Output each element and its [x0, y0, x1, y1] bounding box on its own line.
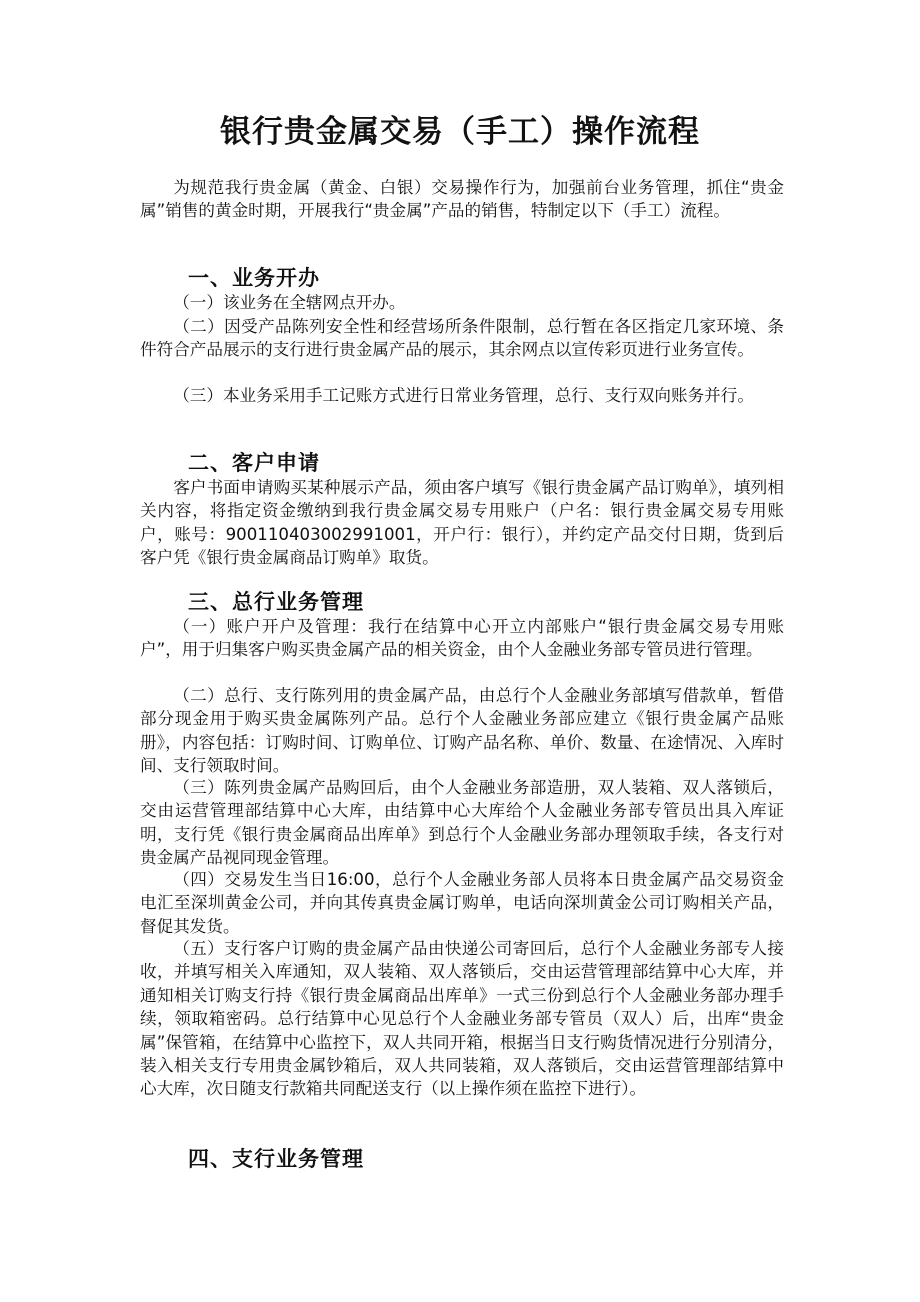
section-1-paragraph-1: （一）该业务在全辖网点开办。 — [173, 293, 406, 312]
section-heading-business-opening: 一、业务开办 — [188, 266, 320, 290]
document-title: 银行贵金属交易（手工）操作流程 — [220, 114, 700, 150]
section-heading-customer-application: 二、客户申请 — [188, 451, 320, 475]
section-heading-head-office-management: 三、总行业务管理 — [188, 590, 364, 614]
section-3-paragraph-4: （四）交易发生当日16:00，总行个人金融业务部人员将本日贵金属产品交易资金电汇至深圳黄金公司，并向其传真贵金属订购单，电话向深圳黄金公司订购相关产品，督促其发货。 — [140, 870, 784, 936]
section-3-paragraph-1: （一）账户开户及管理：我行在结算中心开立内部账户“银行贵金属交易专用账户”，用于归集客户购买贵金属产品的相关资金，由个人金融业务部专管员进行管理。 — [140, 617, 784, 660]
section-3-paragraph-5: （五）支行客户订购的贵金属产品由快递公司寄回后，总行个人金融业务部专人接收，并填写相关入库通知，双人装箱、双人落锁后，交由运营管理部结算中心大库，并通知相关订购支行持《银行贵金属商品出库单》一式三份到总行个人金融业务部办理手续，领取箱密码。总行结算中心见总行个人金融业务部专管员（双人）后，出库“贵金属”保管箱，在结算中心监控下，双人共同开箱，根据当日支行购货情况进行分别清分，装入相关支行专用贵金属钞箱后，双人共同装箱，双人落锁后，交由运营管理部结算中心大库，次日随支行款箱共同配送支行（以上操作须在监控下进行）。 — [140, 939, 784, 1099]
intro-paragraph: 为规范我行贵金属（黄金、白银）交易操作行为，加强前台业务管理，抓住“贵金属”销售的黄金时期，开展我行“贵金属”产品的销售，特制定以下（手工）流程。 — [140, 178, 784, 221]
section-1-paragraph-2: （二）因受产品陈列安全性和经营场所条件限制，总行暂在各区指定几家环境、条件符合产品展示的支行进行贵金属产品的展示，其余网点以宣传彩页进行业务宣传。 — [140, 317, 784, 360]
section-heading-branch-management: 四、支行业务管理 — [188, 1147, 364, 1171]
section-3-paragraph-2: （二）总行、支行陈列用的贵金属产品，由总行个人金融业务部填写借款单，暂借部分现金用于购买贵金属陈列产品。总行个人金融业务部应建立《银行贵金属产品账册》，内容包括：订购时间、订购单位、订购产品名称、单价、数量、在途情况、入库时间、支行领取时间。 — [140, 686, 784, 776]
section-1-paragraph-3: （三）本业务采用手工记账方式进行日常业务管理，总行、支行双向账务并行。 — [173, 386, 754, 405]
section-2-paragraph-1: 客户书面申请购买某种展示产品，须由客户填写《银行贵金属产品订购单》，填列相关内容，将指定资金缴纳到我行贵金属交易专用账户（户名：银行贵金属交易专用账户，账号：900110403002991001，开户行：银行），并约定产品交付日期，货到后客户凭《银行贵金属商品订购单》取货。 — [140, 478, 784, 568]
section-3-paragraph-3: （三）陈列贵金属产品购回后，由个人金融业务部造册，双人装箱、双人落锁后，交由运营管理部结算中心大库，由结算中心大库给个人金融业务部专管员出具入库证明，支行凭《银行贵金属商品出库单》到总行个人金融业务部办理领取手续，各支行对贵金属产品视同现金管理。 — [140, 778, 784, 868]
